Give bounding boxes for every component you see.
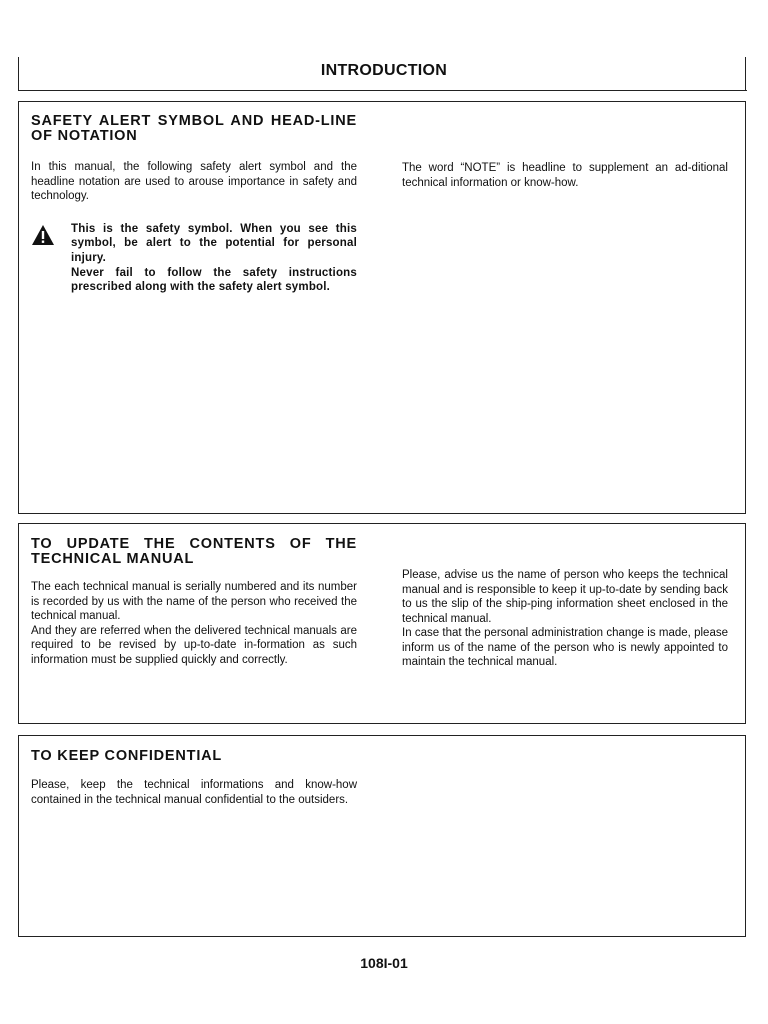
update-left-para-1: The each technical manual is serially numbered and its number is recorded by us with the name of the person who received the technical manual. xyxy=(31,581,357,622)
header-bottom-rule xyxy=(18,90,747,91)
update-section xyxy=(18,523,746,724)
safety-section xyxy=(18,101,746,514)
note-text: The word “NOTE” is headline to supplement an ad-ditional technical information or know-how. xyxy=(402,162,728,189)
update-left-para-2: And they are referred when the delivered technical manuals are required to be revised by up-to-date in-formation as such information must be supplied quickly and correctly. xyxy=(31,624,357,666)
confidential-text: Please, keep the technical informations and know-how contained in the technical manual confidential to the outsiders. xyxy=(31,779,357,806)
update-left-para xyxy=(31,580,357,667)
confidential-section xyxy=(18,735,746,937)
update-right-para-1: Please, advise us the name of person who keeps the technical manual and is responsible to keep it up-to-date by sending back to us the slip of the ship-ping information sheet enclosed in the technical manual. xyxy=(402,569,728,625)
safety-warning-text-1: This is the safety symbol. When you see this symbol, be alert to the potential for personal injury. xyxy=(71,222,357,264)
safety-warning-text-2: Never fail to follow the safety instructions prescribed along with the safety alert symbol. xyxy=(71,266,357,294)
page-number: 108I-01 xyxy=(360,955,408,971)
safety-intro: In this manual, the following safety alert symbol and the headline notation are used to arouse importance in safety and technology. xyxy=(31,161,357,202)
safety-heading: SAFETY ALERT SYMBOL AND HEAD-LINE OF NOTATION xyxy=(31,113,357,144)
page-title: INTRODUCTION xyxy=(320,62,448,79)
confidential-heading: TO KEEP CONFIDENTIAL xyxy=(31,748,223,764)
update-heading: TO UPDATE THE CONTENTS OF THE TECHNICAL MANUAL xyxy=(31,536,357,567)
warning-triangle-icon xyxy=(31,224,55,246)
update-right-para xyxy=(402,568,728,670)
update-right-para-2: In case that the personal administration change is made, please inform us of the name of the person who is newly appointed to maintain the technical manual. xyxy=(402,627,728,668)
safety-warning xyxy=(31,222,357,296)
